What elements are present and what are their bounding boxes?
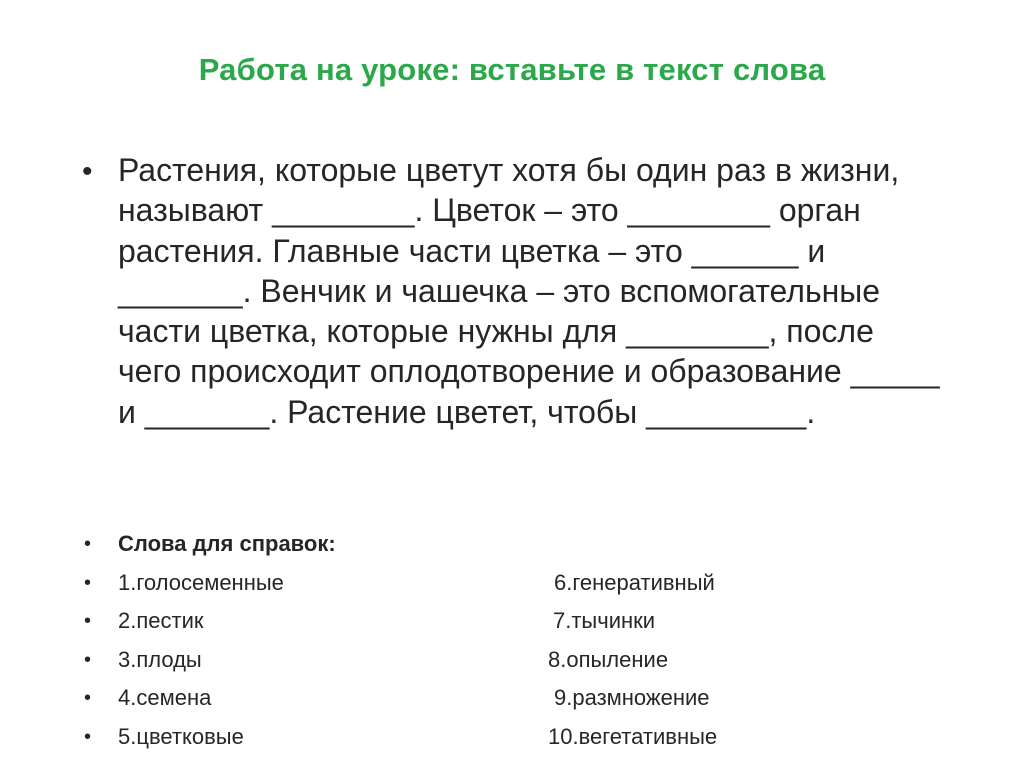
main-paragraph-bullet (82, 150, 942, 432)
slide-title: Работа на уроке: вставьте в текст слова (198, 52, 826, 87)
word-left: 1.голосеменные (118, 569, 284, 595)
bullet-icon: • (84, 687, 92, 710)
word-left: 4.семена (118, 685, 212, 711)
word-pair-item (82, 641, 942, 680)
bullet-icon: • (84, 725, 92, 748)
word-pair-item (82, 602, 942, 641)
word-left: 3.плоды (118, 646, 202, 672)
reference-words-list (82, 525, 942, 757)
word-pair-item (82, 679, 942, 718)
word-left: 5.цветковые (118, 723, 244, 749)
word-right: 8.опыление (548, 646, 669, 672)
word-right: 7.тычинки (553, 608, 656, 634)
fill-in-paragraph: Растения, которые цветут хотя бы один раз в жизни, называют ________. Цветок – это ________ орган растения. Главные части цветка – это ______ и _______. Венчик и чашечка – это вспомогательные части цветка, которые нужны для ________, после чего происходит оплодотворение и образование _____ и _______. Растение цветет, чтобы _________. (118, 152, 940, 430)
bullet-icon: • (84, 533, 92, 555)
words-heading-item (82, 525, 942, 564)
bullet-icon: • (82, 155, 93, 188)
word-pair-item (82, 564, 942, 603)
bullet-icon: • (84, 610, 92, 633)
word-right: 9.размножение (554, 685, 710, 711)
bullet-icon: • (84, 571, 92, 594)
bullet-icon: • (84, 648, 92, 671)
word-pair-item (82, 718, 942, 757)
word-right: 10.вегетативные (548, 723, 718, 749)
word-right: 6.генеративный (554, 569, 715, 595)
words-heading: Слова для справок: (118, 531, 336, 556)
word-left: 2.пестик (118, 608, 204, 634)
